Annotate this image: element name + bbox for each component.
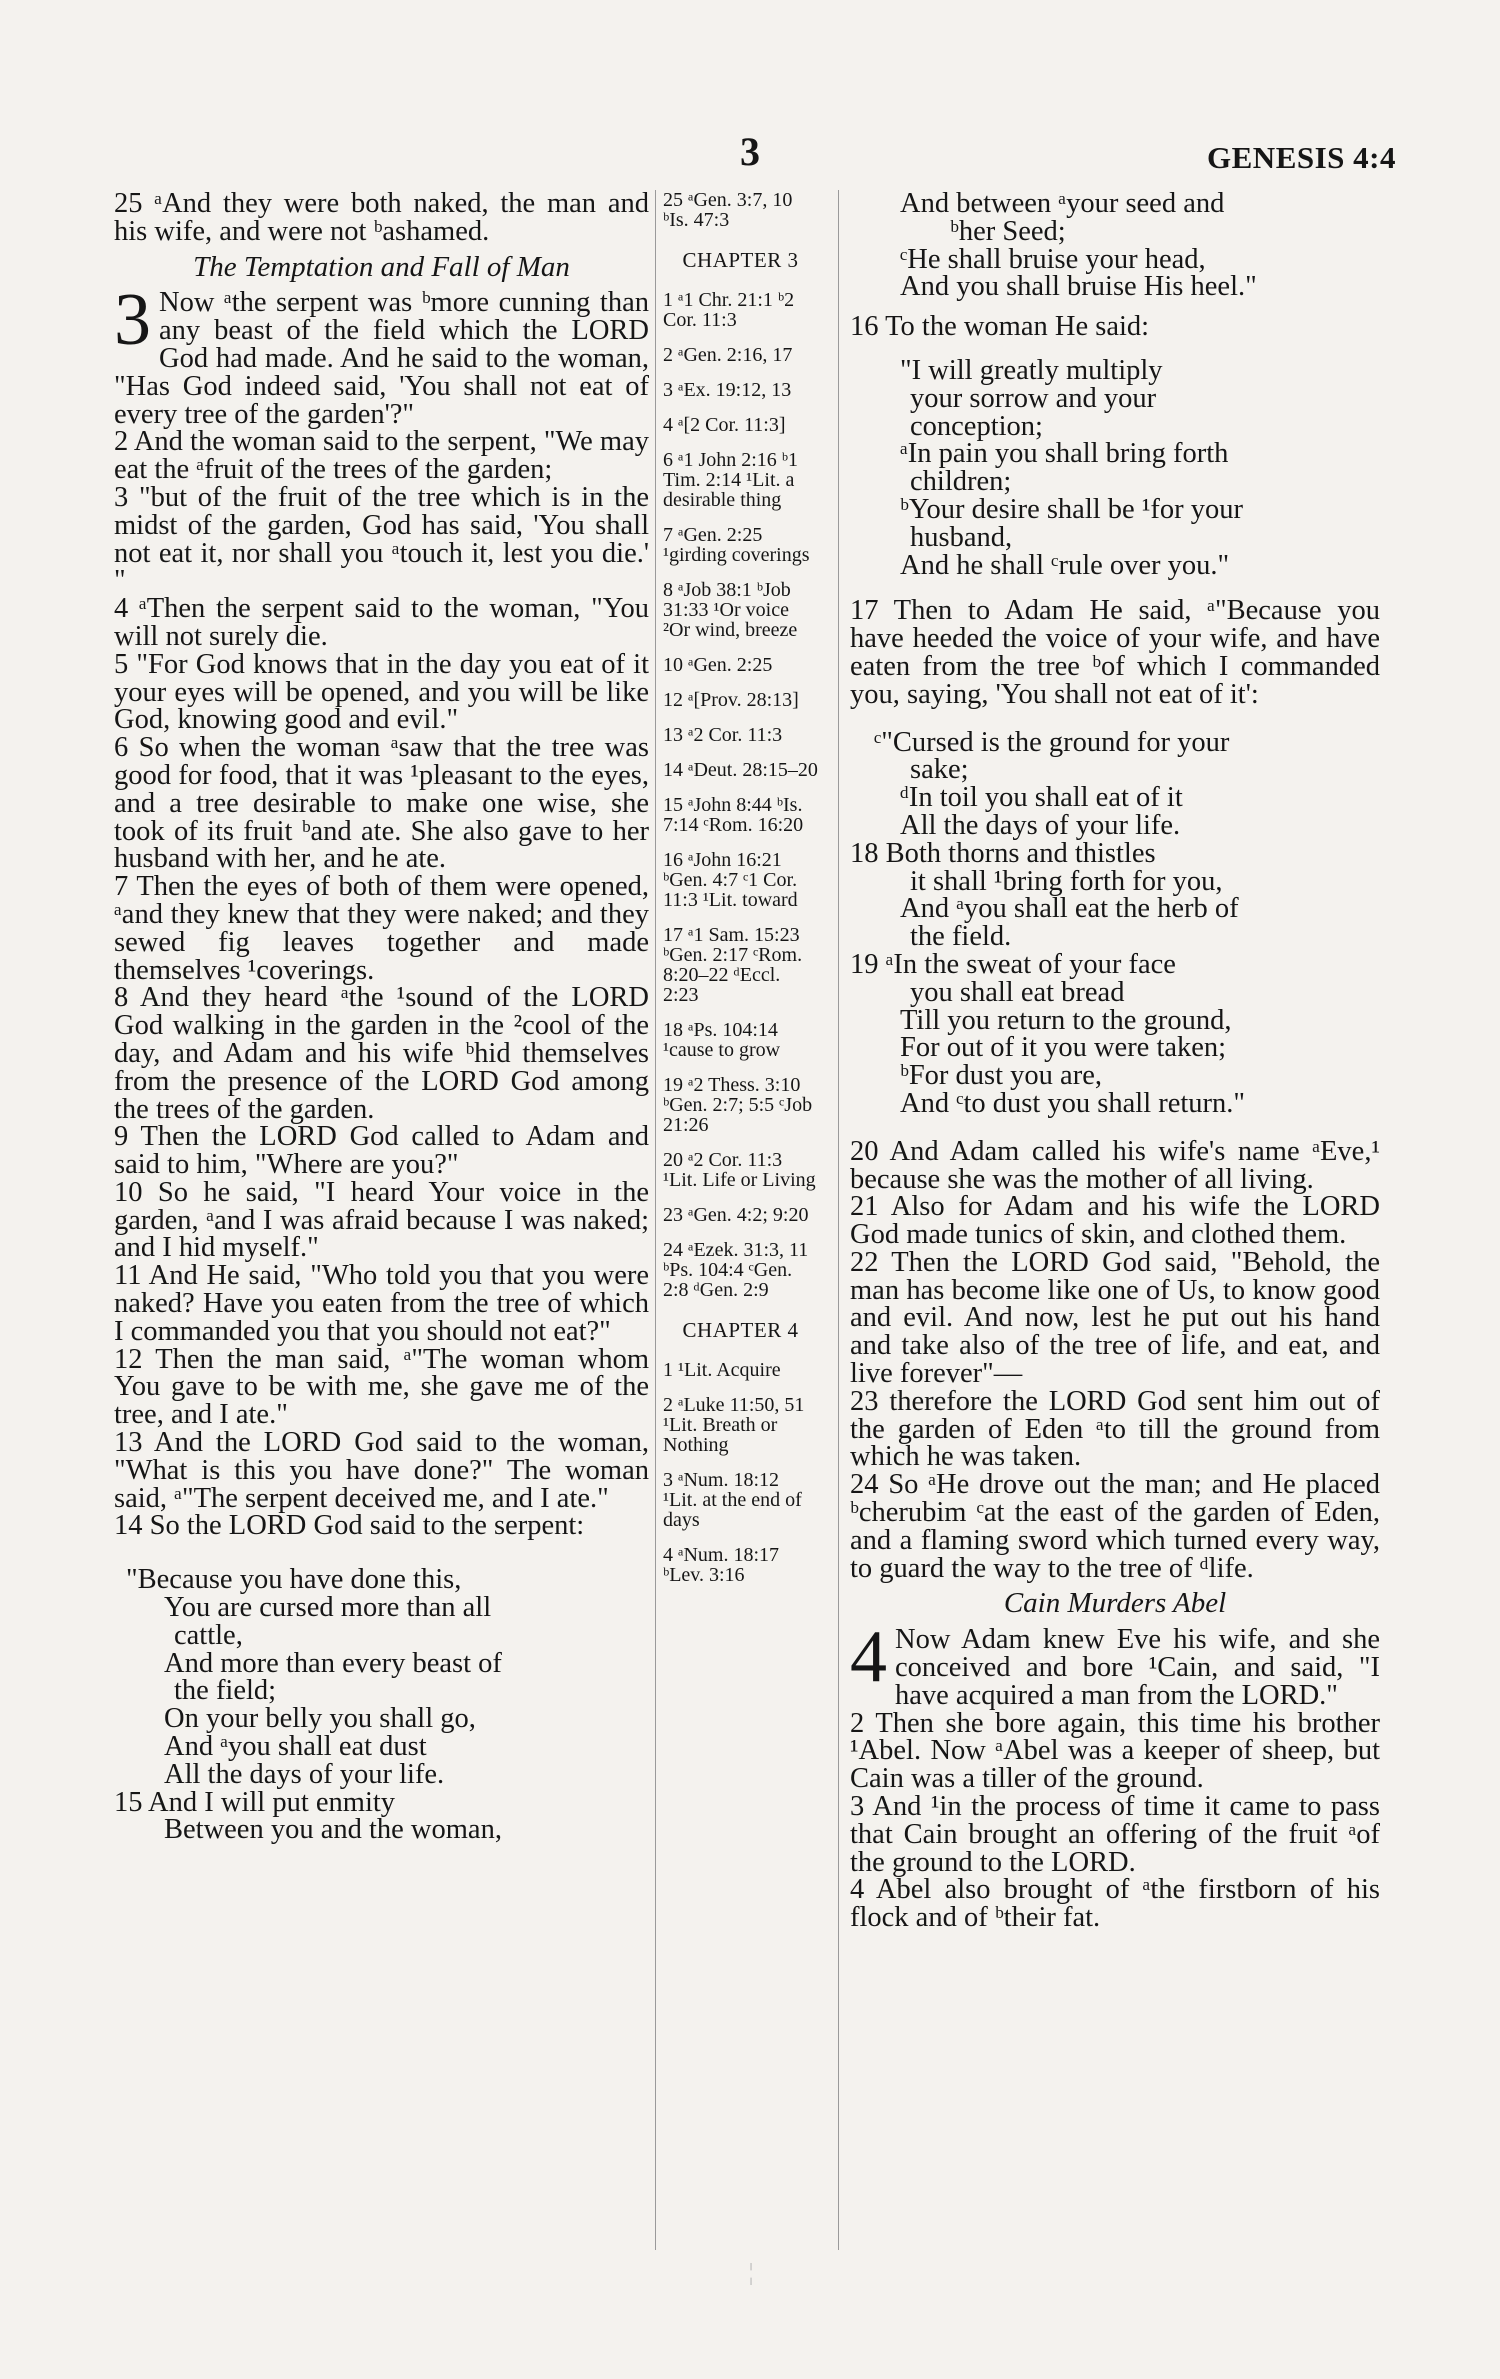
cross-reference: 12 ᵃ[Prov. 28:13] xyxy=(663,689,799,711)
poem-line: ᵇher Seed; xyxy=(950,215,1066,247)
poem-gap xyxy=(114,1540,649,1566)
verse-3-12: 12 Then the man said, ᵃ"The woman whom You gave to be with me, she gave me of the tree, and I ate." xyxy=(114,1343,649,1431)
verse-3-15-line-1: 15 And I will put enmity xyxy=(114,1786,396,1818)
verse-3-1-text: Now ᵃthe serpent was ᵇmore cunning than any beast of the field which the LORD God had made. And he said to the woman, "Has God indeed said, 'You shall not eat of every tree of the garden'?" xyxy=(114,287,649,430)
poem-line: ᵈIn toil you shall eat of it xyxy=(900,782,1183,814)
running-head: GENESIS 4:4 xyxy=(1207,140,1396,175)
section-heading-cain: Cain Murders Abel xyxy=(1003,1587,1227,1620)
poem-line: sake; xyxy=(910,754,969,786)
verse-2-25: 25 ᵃAnd they were both naked, the man and his wife, and were not ᵇashamed. xyxy=(114,188,649,247)
poem-line: 18 Both thorns and thistles xyxy=(850,837,1156,869)
verse-4-4: 4 Abel also brought of ᵃthe firstborn of his flock and of ᵇtheir fat. xyxy=(850,1874,1380,1934)
poem-line: ᵃIn pain you shall bring forth xyxy=(900,438,1229,470)
verse-4-2: 2 Then she bore again, this time his brother ¹Abel. Now ᵃAbel was a keeper of sheep, but Cain was a tiller of the ground. xyxy=(850,1707,1380,1795)
verse-3-13: 13 And the LORD God said to the woman, "What is this you have done?" The woman said, ᵃ"The serpent deceived me, and I ate." xyxy=(114,1427,649,1514)
cross-reference: 15 ᵃJohn 8:44 ᵇIs. 7:14 ᶜRom. 16:20 xyxy=(663,794,804,836)
poem-line: All the days of your life. xyxy=(900,809,1181,841)
left-text-column xyxy=(114,190,649,1844)
poem-line: you shall eat bread xyxy=(910,976,1125,1008)
poem-line: All the days of your life. xyxy=(164,1758,445,1790)
cross-reference: 14 ᵃDeut. 28:15–20 xyxy=(663,759,818,781)
verse-3-8: 8 And they heard ᵃthe ¹sound of the LORD God walking in the garden in the ²cool of the day, and Adam and his wife ᵇhid themselves from the presence of the LORD God among the trees of the garden. xyxy=(114,982,649,1125)
poem-line: cattle, xyxy=(174,1619,243,1651)
cross-reference: 13 ᵃ2 Cor. 11:3 xyxy=(663,724,783,746)
cross-reference: 25 ᵃGen. 3:7, 10 ᵇIs. 47:3 xyxy=(663,189,793,231)
poem-line: 19 ᵃIn the sweat of your face xyxy=(850,948,1176,980)
chapter-3-numeral: 3 xyxy=(114,279,151,362)
verse-3-14: 14 So the LORD God said to the serpent: xyxy=(114,1510,585,1542)
cross-reference: 24 ᵃEzek. 31:3, 11 ᵇPs. 104:4 ᶜGen. 2:8 ᵈGen. 2:9 xyxy=(663,1239,809,1301)
cross-reference: 7 ᵃGen. 2:25 ¹girding coverings xyxy=(663,524,810,566)
poem-line: And ᵃyou shall eat the herb of xyxy=(900,893,1239,925)
poem-line: Till you return to the ground, xyxy=(900,1004,1232,1036)
cross-reference: 19 ᵃ2 Thess. 3:10 ᵇGen. 2:7; 5:5 ᶜJob 21:26 xyxy=(663,1074,813,1136)
verse-3-4: 4 ᵃThen the serpent said to the woman, "You will not surely die. xyxy=(114,593,649,652)
poem-line: conception; xyxy=(910,410,1043,442)
poem-line: the field. xyxy=(910,921,1012,953)
poem-line: You are cursed more than all xyxy=(164,1592,492,1624)
cross-reference: 2 ᵃGen. 2:16, 17 xyxy=(663,344,793,366)
cross-reference: 18 ᵃPs. 104:14 ¹cause to grow xyxy=(663,1019,781,1061)
poem-line: And ᵃyou shall eat dust xyxy=(164,1731,427,1763)
poem-line: On your belly you shall go, xyxy=(164,1703,476,1735)
column-divider-right xyxy=(838,190,839,2250)
poem-line: the field; xyxy=(174,1675,277,1707)
column-divider-left xyxy=(655,190,656,2250)
poem-line: And more than every beast of xyxy=(164,1647,502,1679)
cross-reference: 10 ᵃGen. 2:25 xyxy=(663,654,773,676)
verse-3-5: 5 "For God knows that in the day you eat of it your eyes will be opened, and you will be like God, knowing good and evil." xyxy=(114,648,649,736)
verse-3-17: 17 Then to Adam He said, ᵃ"Because you have heeded the voice of your wife, and have eaten from the tree ᵇof which I commanded you, saying, 'You shall not eat of it': xyxy=(850,595,1380,710)
cross-reference-column xyxy=(663,190,818,1600)
cross-reference: 8 ᵃJob 38:1 ᵇJob 31:33 ¹Or voice ²Or wind, breeze xyxy=(663,579,798,641)
poem-line: And between ᵃyour seed and xyxy=(900,188,1225,219)
verse-3-9: 9 Then the LORD God called to Adam and said to him, "Where are you?" xyxy=(114,1121,649,1181)
verse-4-1-text: Now Adam knew Eve his wife, and she conceived and bore ¹Cain, and said, "I have acquired a man from the LORD." xyxy=(895,1624,1380,1711)
verse-3-1 xyxy=(114,279,649,430)
verse-4-3: 3 And ¹in the process of time it came to pass that Cain brought an offering of the fruit ᵃof the ground to the LORD. xyxy=(850,1791,1380,1878)
verse-3-24: 24 So ᵃHe drove out the man; and He placed ᵇcherubim ᶜat the east of the garden of Eden, and a flaming sword which turned every way, to guard the way to the tree of ᵈlife. xyxy=(850,1469,1380,1584)
cross-reference: 1 ¹Lit. Acquire xyxy=(663,1359,781,1381)
chapter-4-numeral: 4 xyxy=(850,1616,887,1699)
poem-line: And ᶜto dust you shall return." xyxy=(900,1087,1246,1119)
verse-3-2: 2 And the woman said to the serpent, "We may eat the ᵃfruit of the trees of the garden; xyxy=(114,426,649,486)
verse-3-23: 23 therefore the LORD God sent him out of the garden of Eden ᵃto till the ground from which he was taken. xyxy=(850,1385,1380,1473)
cross-reference: 17 ᵃ1 Sam. 15:23 ᵇGen. 2:17 ᶜRom. 8:20–22 ᵈEccl. 2:23 xyxy=(663,924,803,1006)
cross-reference: 6 ᵃ1 John 2:16 ᵇ1 Tim. 2:14 ¹Lit. a desirable thing xyxy=(663,449,798,511)
verse-3-3: 3 "but of the fruit of the tree which is in the midst of the garden, God has said, 'You shall not eat it, nor shall you ᵃtouch it, lest you die.' " xyxy=(114,481,649,597)
poem-line: your sorrow and your xyxy=(910,382,1157,414)
right-text-column xyxy=(850,190,1380,1932)
cross-reference: 3 ᵃNum. 18:12 ¹Lit. at the end of days xyxy=(663,1469,802,1531)
verse-3-11: 11 And He said, "Who told you that you were naked? Have you eaten from the tree of which I commanded you that you should not eat?" xyxy=(114,1260,649,1347)
spacer xyxy=(850,1118,1380,1138)
cross-reference: 20 ᵃ2 Cor. 11:3 ¹Lit. Life or Living xyxy=(663,1149,816,1191)
verse-3-15-line-2: Between you and the woman, xyxy=(164,1814,502,1846)
verse-3-6: 6 So when the woman ᵃsaw that the tree was good for food, that it was ¹pleasant to the eyes, and a tree desirable to make one wise, she took of its fruit ᵇand ate. She also gave to her husband with her, and he ate. xyxy=(114,732,649,875)
poem-line: children; xyxy=(910,466,1012,498)
spacer xyxy=(850,709,1380,729)
verse-3-21: 21 Also for Adam and his wife the LORD God made tunics of skin, and clothed them. xyxy=(850,1191,1380,1251)
poem-line: ᵇYour desire shall be ¹for your xyxy=(900,493,1243,525)
section-heading-temptation: The Temptation and Fall of Man xyxy=(193,250,570,283)
poem-line: For out of it you were taken; xyxy=(900,1032,1227,1064)
poem-line: husband, xyxy=(910,521,1013,553)
cross-reference: 3 ᵃEx. 19:12, 13 xyxy=(663,379,792,401)
chapter-label: CHAPTER 3 xyxy=(682,248,799,272)
cross-reference: 1 ᵃ1 Chr. 21:1 ᵇ2 Cor. 11:3 xyxy=(663,289,795,331)
poem-line: ᶜHe shall bruise your head, xyxy=(900,243,1206,275)
verse-3-20: 20 And Adam called his wife's name ᵃEve,¹ because she was the mother of all living. xyxy=(850,1135,1380,1195)
verse-3-10: 10 So he said, "I heard Your voice in the garden, ᵃand I was afraid because I was naked; and I hid myself." xyxy=(114,1176,649,1264)
verse-3-16: 16 To the woman He said: xyxy=(850,311,1150,343)
gutter-mark: ¦ xyxy=(748,2260,754,2286)
poem-line: it shall ¹bring forth for you, xyxy=(910,865,1223,897)
cross-reference: 23 ᵃGen. 4:2; 9:20 xyxy=(663,1204,809,1226)
poem-line: "I will greatly multiply xyxy=(900,354,1163,386)
poem-line: And he shall ᶜrule over you." xyxy=(900,549,1230,581)
cross-reference: 16 ᵃJohn 16:21 ᵇGen. 4:7 ᶜ1 Cor. 11:3 ¹Lit. toward xyxy=(663,849,798,911)
cross-reference: 4 ᵃNum. 18:17 ᵇLev. 3:16 xyxy=(663,1544,780,1586)
verse-3-7: 7 Then the eyes of both of them were opened, ᵃand they knew that they were naked; and they sewed fig leaves together and made themselves ¹coverings. xyxy=(114,871,649,986)
cross-reference: 2 ᵃLuke 11:50, 51 ¹Lit. Breath or Nothing xyxy=(663,1394,805,1456)
cross-reference: 4 ᵃ[2 Cor. 11:3] xyxy=(663,414,786,436)
chapter-label: CHAPTER 4 xyxy=(682,1318,799,1342)
poem-line: ᵇFor dust you are, xyxy=(900,1060,1102,1092)
page-number: 3 xyxy=(740,129,760,174)
poem-line: ᶜ"Cursed is the ground for your xyxy=(874,726,1230,758)
poem-line: And you shall bruise His heel." xyxy=(900,271,1257,303)
poem-line: "Because you have done this, xyxy=(126,1564,462,1596)
verse-4-1 xyxy=(850,1616,1380,1711)
verse-3-22: 22 Then the LORD God said, "Behold, the man has become like one of Us, to know good and evil. And now, lest he put out his hand and take also of the tree of life, and eat, and live forever"— xyxy=(850,1246,1380,1390)
